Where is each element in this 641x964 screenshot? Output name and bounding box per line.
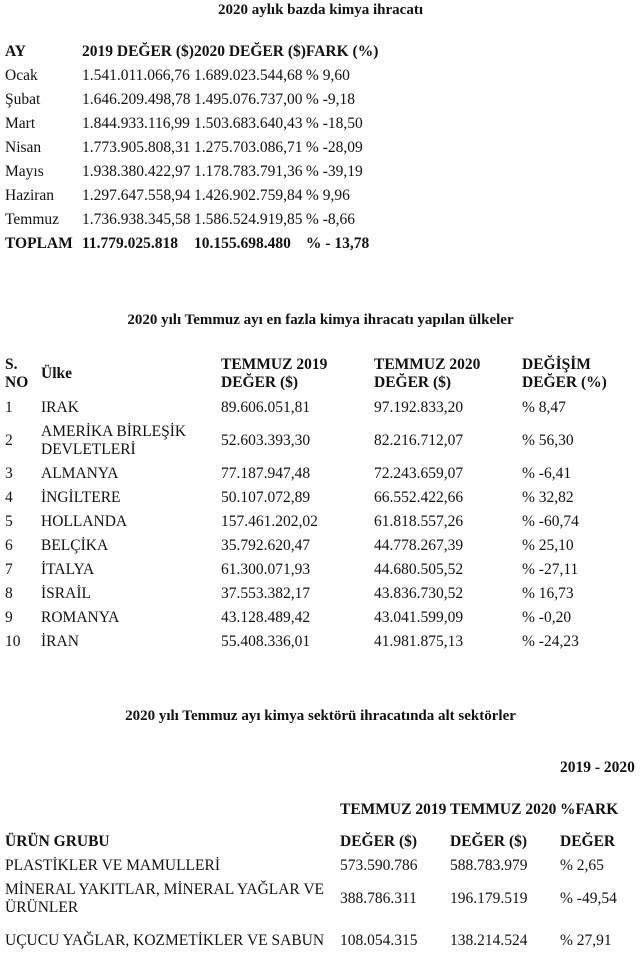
table-row <box>5 534 632 558</box>
cell: 37.553.382,17 <box>221 585 311 602</box>
cell: 1.646.209.498,78 <box>82 91 191 108</box>
cell: 1.689.023.544,68 <box>193 67 303 84</box>
monthly-exports-table <box>5 40 406 256</box>
header-cell: TEMMUZ 2020 <box>450 801 557 818</box>
cell: % -39,19 <box>305 163 363 180</box>
cell: Mart <box>5 115 36 132</box>
header-cell: FARK (%) <box>305 43 379 60</box>
table-row <box>5 630 632 654</box>
cell: 55.408.336,01 <box>221 633 311 650</box>
header-cell: DEĞER ($) <box>450 833 528 850</box>
cell: % 2,65 <box>560 857 604 874</box>
cell: 52.603.393,30 <box>221 432 311 449</box>
header-cell: DEĞER ($) <box>340 833 418 850</box>
header-cell: DEĞER <box>560 833 616 850</box>
cell: 1.495.076.737,00 <box>193 91 303 108</box>
section3-title: 2020 yılı Temmuz ayı kimya sektörü ihracatında alt sektörler <box>125 708 516 724</box>
cell: 388.786.311 <box>340 890 417 907</box>
table-row <box>5 582 632 606</box>
cell: ALMANYA <box>41 465 119 482</box>
cell: 6 <box>5 537 13 554</box>
cell: 1.736.938.345,58 <box>82 211 191 228</box>
cell: % 8,47 <box>522 399 566 416</box>
header-cell: DEĞİŞİM DEĞER (%) <box>522 356 607 391</box>
subsectors-table <box>5 746 640 962</box>
cell: 43.836.730,52 <box>374 585 464 602</box>
header-cell: 2019 - 2020 <box>560 759 635 776</box>
header-cell: Ülke <box>41 365 72 382</box>
cell: 9 <box>5 609 13 626</box>
cell: % 25,10 <box>522 537 574 554</box>
cell: % -60,74 <box>522 513 579 530</box>
cell: 35.792.620,47 <box>221 537 311 554</box>
table-row <box>5 486 632 510</box>
cell: İSRAİL <box>41 585 91 602</box>
cell: 50.107.072,89 <box>221 489 311 506</box>
table-row <box>5 64 406 88</box>
cell: % 16,73 <box>522 585 574 602</box>
cell: % 56,30 <box>522 432 574 449</box>
table-row <box>5 878 640 920</box>
total-row <box>5 232 406 256</box>
cell: % -27,11 <box>522 561 579 578</box>
cell: 138.214.524 <box>450 932 528 949</box>
cell: % -49,54 <box>560 890 617 907</box>
cell: Temmuz <box>5 211 60 228</box>
cell: 588.783.979 <box>450 857 528 874</box>
cell: 10 <box>5 633 21 650</box>
header-cell-empty <box>5 746 340 790</box>
cell: 196.179.519 <box>450 890 528 907</box>
table-row <box>5 462 632 486</box>
cell: 2 <box>5 432 13 449</box>
section2-title: 2020 yılı Temmuz ayı en fazla kimya ihracatı yapılan ülkeler <box>127 312 514 328</box>
cell: 1 <box>5 399 13 416</box>
table-header-row <box>5 790 640 830</box>
header-cell: TEMMUZ 2019 <box>340 801 447 818</box>
table-row <box>5 396 632 420</box>
cell: 44.778.267,39 <box>374 537 464 554</box>
table-row <box>5 88 406 112</box>
cell: IRAK <box>41 399 79 416</box>
cell: İRAN <box>41 633 79 650</box>
cell: % 9,96 <box>305 187 350 204</box>
table-row <box>5 510 632 534</box>
cell: 11.779.025.818 <box>82 235 179 252</box>
table-header-row <box>5 830 640 854</box>
table-row <box>5 420 632 462</box>
cell: MİNERAL YAKITLAR, MİNERAL YAĞLAR VE ÜRÜNLER <box>5 881 325 916</box>
cell: 66.552.422,66 <box>374 489 464 506</box>
cell: 5 <box>5 513 13 530</box>
table-row <box>5 208 406 232</box>
table-header-row <box>5 40 406 64</box>
cell: 41.981.875,13 <box>374 633 464 650</box>
cell: % -24,23 <box>522 633 579 650</box>
table-row <box>5 606 632 630</box>
cell: 157.461.202,02 <box>221 513 318 530</box>
cell: 1.426.902.759,84 <box>193 187 303 204</box>
header-cell: TEMMUZ 2019 DEĞER ($) <box>221 356 328 391</box>
cell: 573.590.786 <box>340 857 418 874</box>
top-countries-table <box>5 352 632 654</box>
cell: PLASTİKLER VE MAMULLERİ <box>5 857 220 874</box>
cell: 1.844.933.116,99 <box>82 115 190 132</box>
cell: 1.773.905.808,31 <box>82 139 191 156</box>
cell: 7 <box>5 561 13 578</box>
cell: 43.128.489,42 <box>221 609 311 626</box>
table-row <box>5 854 640 878</box>
cell: 97.192.833,20 <box>374 399 464 416</box>
table-row <box>5 112 406 136</box>
cell: 61.300.071,93 <box>221 561 311 578</box>
cell: % -8,66 <box>305 211 355 228</box>
cell: 1.541.011.066,76 <box>82 67 190 84</box>
header-cell-empty <box>5 790 340 830</box>
header-cell: S. NO <box>5 356 29 391</box>
header-cell: 2020 DEĞER ($) <box>193 43 306 60</box>
header-cell: %FARK <box>560 801 619 818</box>
cell: 1.586.524.919,85 <box>193 211 303 228</box>
cell: 77.187.947,48 <box>221 465 311 482</box>
cell: 44.680.505,52 <box>374 561 464 578</box>
cell: 1.275.703.086,71 <box>193 139 303 156</box>
section1-title: 2020 aylık bazda kimya ihracatı <box>217 2 423 18</box>
cell: % -18,50 <box>305 115 363 132</box>
cell: HOLLANDA <box>41 513 128 530</box>
cell: % 32,82 <box>522 489 574 506</box>
cell: ROMANYA <box>41 609 120 626</box>
cell: % - 13,78 <box>305 235 370 252</box>
table-row <box>5 558 632 582</box>
header-cell: AY <box>5 43 26 60</box>
cell: Ocak <box>5 67 38 84</box>
cell: 82.216.712,07 <box>374 432 464 449</box>
cell: 3 <box>5 465 13 482</box>
cell: AMERİKA BİRLEŞİK DEVLETLERİ <box>41 423 187 458</box>
cell: Haziran <box>5 187 55 204</box>
cell: 1.178.783.791,36 <box>193 163 303 180</box>
table-row <box>5 184 406 208</box>
cell: Nisan <box>5 139 42 156</box>
cell: 1.297.647.558,94 <box>82 187 191 204</box>
table-top-header-row <box>5 746 640 790</box>
table-row <box>5 136 406 160</box>
cell: % -6,41 <box>522 465 572 482</box>
header-cell: TEMMUZ 2020 DEĞER ($) <box>374 356 481 391</box>
cell: 4 <box>5 489 13 506</box>
table-header-row <box>5 352 632 396</box>
cell: Mayıs <box>5 163 44 180</box>
table-row <box>5 920 640 962</box>
header-cell-empty <box>450 746 560 790</box>
cell: 89.606.051,81 <box>221 399 311 416</box>
cell: İNGİLTERE <box>41 489 121 506</box>
header-cell-empty <box>340 746 450 790</box>
cell: % -28,09 <box>305 139 363 156</box>
cell: 43.041.599,09 <box>374 609 464 626</box>
cell: % -9,18 <box>305 91 355 108</box>
cell: 1.938.380.422,97 <box>82 163 191 180</box>
cell: % -0,20 <box>522 609 572 626</box>
cell: Şubat <box>5 91 41 108</box>
cell: 10.155.698.480 <box>193 235 291 252</box>
cell: 1.503.683.640,43 <box>193 115 303 132</box>
cell: UÇUCU YAĞLAR, KOZMETİKLER VE SABUN <box>5 932 325 949</box>
header-cell: ÜRÜN GRUBU <box>5 833 110 850</box>
cell: 72.243.659,07 <box>374 465 464 482</box>
cell: 108.054.315 <box>340 932 418 949</box>
cell: TOPLAM <box>5 235 73 252</box>
cell: İTALYA <box>41 561 95 578</box>
header-cell: 2019 DEĞER ($) <box>82 43 194 60</box>
cell: 8 <box>5 585 13 602</box>
cell: BELÇİKA <box>41 537 109 554</box>
table-row <box>5 160 406 184</box>
cell: % 27,91 <box>560 932 612 949</box>
cell: 61.818.557,26 <box>374 513 464 530</box>
cell: % 9,60 <box>305 67 350 84</box>
